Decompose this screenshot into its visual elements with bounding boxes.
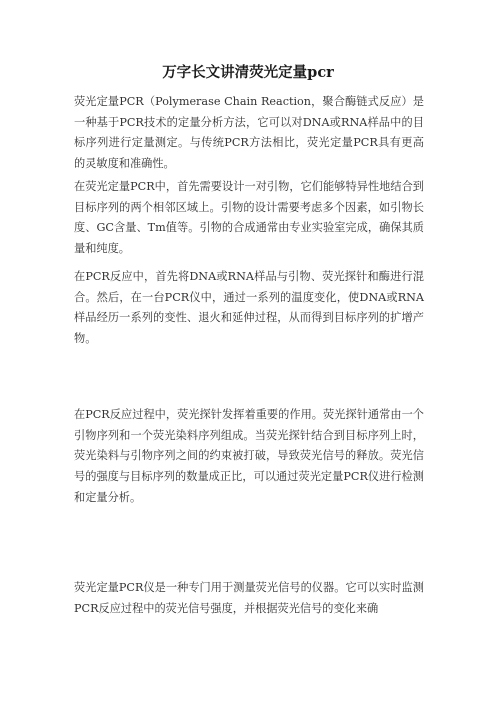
- paragraph-qpcr-instrument: 荧光定量PCR仪是一种专门用于测量荧光信号的仪器。它可以实时监测PCR反应过程中的荧光信号强度，并根据荧光信号的变化来确: [74, 581, 424, 615]
- paragraph-intro: 荧光定量PCR（Polymerase Chain Reaction，聚合酶链式反应）是一种基于PCR技术的定量分析方法，它可以对DNA或RNA样品中的目标序列进行定量测定。与传统PCR方法相比，荧光定量PCR具有更高的灵敏度和准确性。: [74, 95, 424, 171]
- document-title: 万字长文讲清荧光定量pcr: [162, 64, 334, 81]
- paragraph-primer-design: 在荧光定量PCR中，首先需要设计一对引物，它们能够特异性地结合到目标序列的两个相邻区域上。引物的设计需要考虑多个因素，如引物长度、GC含量、Tm值等。引物的合成通常由专业实验室完成，确保其质量和纯度。: [74, 180, 424, 256]
- paragraph-pcr-reaction: 在PCR反应中，首先将DNA或RNA样品与引物、荧光探针和酶进行混合。然后，在一台PCR仪中，通过一系列的温度变化，使DNA或RNA样品经历一系列的变性、退火和延伸过程，从而得到目标序列的扩增产物。: [74, 270, 424, 346]
- paragraph-fluorescent-probe: 在PCR反应过程中，荧光探针发挥着重要的作用。荧光探针通常由一个引物序列和一个荧光染料序列组成。当荧光探针结合到目标序列上时，荧光染料与引物序列之间的约束被打破，导致荧光信号的释放。荧光信号的强度与目标序列的数量成正比，可以通过荧光定量PCR仪进行检测和定量分析。: [74, 408, 424, 504]
